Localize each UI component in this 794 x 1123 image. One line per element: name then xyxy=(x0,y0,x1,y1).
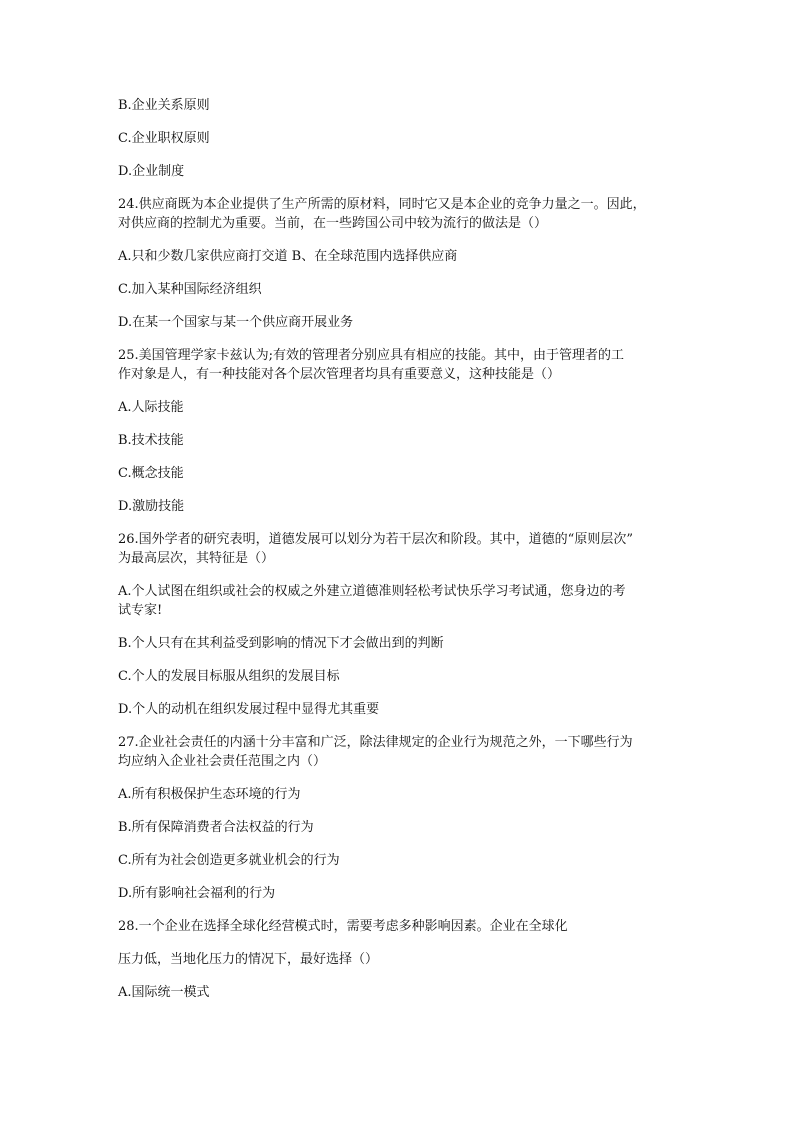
question-26-option-b: B.个人只有在其利益受到影响的情况下才会做出到的判断 xyxy=(118,636,444,651)
question-27 xyxy=(118,733,688,771)
question-25-option-b: B.技术技能 xyxy=(118,433,184,448)
question-27-option-b: B.所有保障消费者合法权益的行为 xyxy=(118,820,314,835)
question-27-line-1: 27.企业社会责任的内涵十分丰富和广泛，除法律规定的企业行为规范之外，一下哪些行为 xyxy=(118,735,633,750)
question-26-option-a-line-2: 试专家! xyxy=(118,603,163,618)
question-24 xyxy=(118,195,688,233)
question-25-line-2: 作对象是人，有一种技能对各个层次管理者均具有重要意义，这种技能是（） xyxy=(118,367,561,382)
option-b-relationship: B.企业关系原则 xyxy=(118,98,210,113)
question-26-line-1: 26.国外学者的研究表明，道德发展可以划分为若干层次和阶段。其中，道德的“原则层次” xyxy=(118,532,633,547)
question-26-option-c: C.个人的发展目标服从组织的发展目标 xyxy=(118,669,340,684)
option-c-authority: C.企业职权原则 xyxy=(118,131,210,146)
question-25-line-1: 25.美国管理学家卡兹认为;有效的管理者分别应具有相应的技能。其中，由于管理者的工 xyxy=(118,348,625,363)
question-25-option-c: C.概念技能 xyxy=(118,466,184,481)
question-27-option-c: C.所有为社会创造更多就业机会的行为 xyxy=(118,853,340,868)
question-24-line-1: 24.供应商既为本企业提供了生产所需的原材料，同时它又是本企业的竞争力量之一。因此， xyxy=(118,197,646,212)
question-26-option-d: D.个人的动机在组织发展过程中显得尤其重要 xyxy=(118,702,380,717)
question-28-line-2: 压力低，当地化压力的情况下，最好选择（） xyxy=(118,952,379,967)
document-body xyxy=(118,96,688,1016)
question-28-option-a: A.国际统一模式 xyxy=(118,985,210,1000)
option-d-system: D.企业制度 xyxy=(118,164,185,179)
question-26 xyxy=(118,530,688,568)
question-25-option-a: A.人际技能 xyxy=(118,400,184,415)
question-26-option-a-line-1: A.个人试图在组织或社会的权威之外建立道德准则轻松考试快乐学习考试通，您身边的考 xyxy=(118,584,626,599)
question-26-line-2: 为最高层次，其特征是（） xyxy=(118,551,275,566)
question-27-line-2: 均应纳入企业社会责任范围之内（） xyxy=(118,754,327,769)
question-27-option-d: D.所有影响社会福利的行为 xyxy=(118,886,276,901)
question-24-line-2: 对供应商的控制尤为重要。当前，在一些跨国公司中较为流行的做法是（） xyxy=(118,216,548,231)
question-25 xyxy=(118,346,688,384)
question-24-option-a: A.只和少数几家供应商打交道 B、在全球范围内选择供应商 xyxy=(118,249,458,264)
question-25-option-d: D.激励技能 xyxy=(118,499,185,514)
question-28-line-1: 28.一个企业在选择全球化经营模式时，需要考虑多种影响因素。企业在全球化 xyxy=(118,919,568,934)
question-24-option-c: C.加入某种国际经济组织 xyxy=(118,282,262,297)
question-27-option-a: A.所有积极保护生态环境的行为 xyxy=(118,787,301,802)
question-26-option-a xyxy=(118,582,688,620)
question-24-option-d: D.在某一个国家与某一个供应商开展业务 xyxy=(118,315,354,330)
